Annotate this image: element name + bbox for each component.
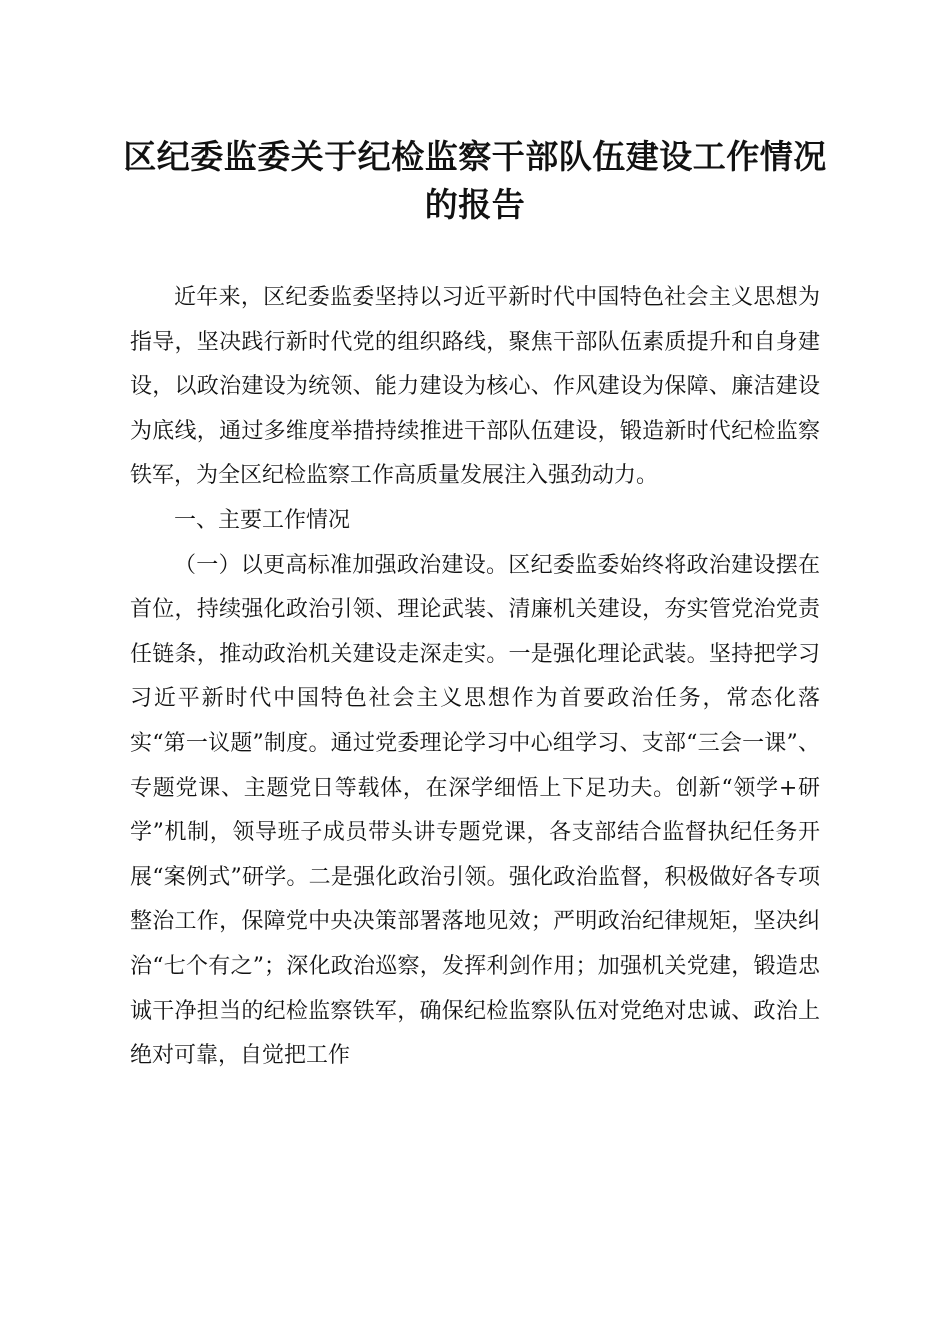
intro-paragraph: 近年来，区纪委监委坚持以习近平新时代中国特色社会主义思想为指导，坚决践行新时代党的组织路线，聚焦干部队伍素质提升和自身建设，以政治建设为统领、能力建设为核心、作风建设为保障、廉洁建设为底线，通过多维度举措持续推进干部队伍建设，锻造新时代纪检监察铁军，为全区纪检监察工作高质量发展注入强劲动力。	[130, 285, 820, 489]
subsection-heading: （一）以更高标准加强政治建设。	[174, 552, 509, 578]
section-heading: 一、主要工作情况	[174, 507, 351, 533]
document-title: 区纪委监委关于纪检监察干部队伍建设工作情况的报告	[123, 137, 827, 224]
subsection-text: 区纪委监委始终将政治建设摆在首位，持续强化政治引领、理论武装、清廉机关建设，夯实管党治党责任链条，推动政治机关建设走深走实。一是强化理论武装。坚持把学习习近平新时代中国特色社会主义思想作为首要政治任务，常态化落实“第一议题”制度。通过党委理论学习中心组学习、支部“三会一课”、专题党课、主题党日等载体，在深学细悟上下足功夫。创新“领学+研学”机制，领导班子成员带头讲专题党课，各支部结合监督执纪任务开展“案例式”研学。二是强化政治引领。强化政治监督，积极做好各专项整治工作，保障党中央决策部署落地见效；严明政治纪律规矩，坚决纠治“七个有之”；深化政治巡察，发挥利剑作用；加强机关党建，锻造忠诚干净担当的纪检监察铁军，确保纪检监察队伍对党绝对忠诚、政治上绝对可靠，自觉把工作	[130, 552, 820, 1069]
subsection-paragraph	[130, 544, 820, 1079]
document-body	[130, 276, 820, 1079]
